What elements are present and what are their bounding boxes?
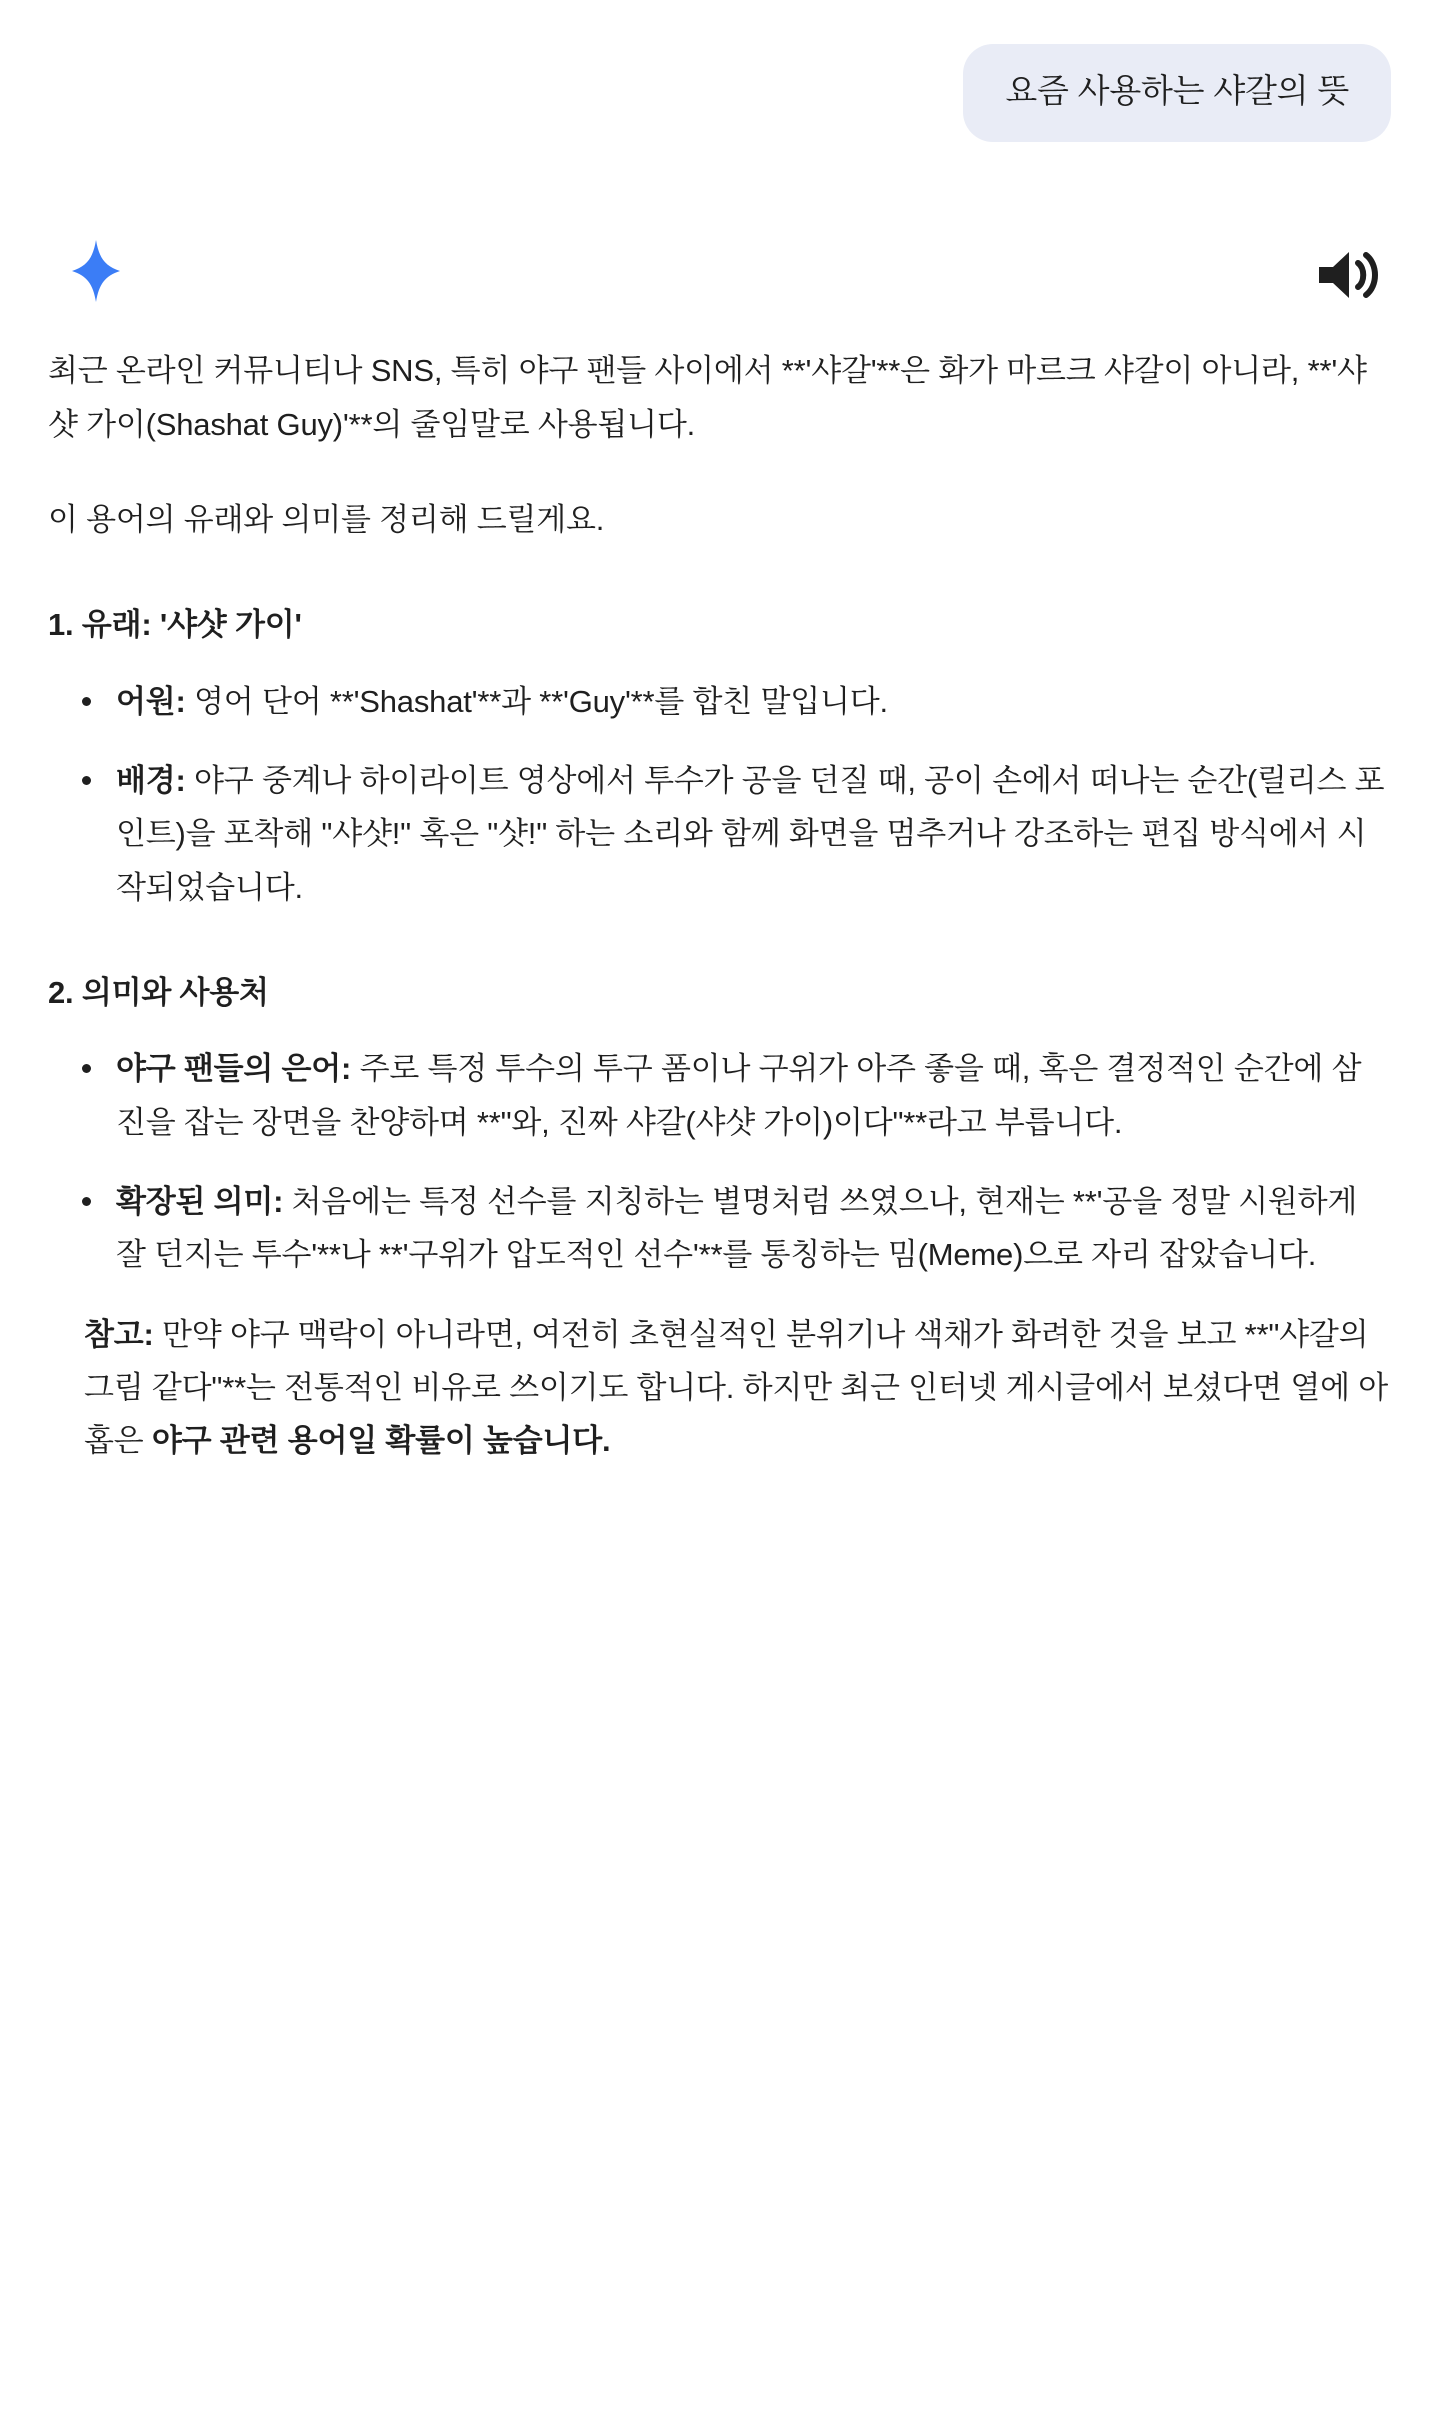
- list-item: [48, 1175, 1391, 1282]
- speaker-icon[interactable]: [1311, 240, 1381, 310]
- list-item-term: 배경:: [116, 762, 186, 798]
- sparkle-icon: [60, 238, 132, 310]
- answer-header: [48, 224, 1391, 344]
- section-1-list: [48, 675, 1391, 914]
- section-2-heading: 2. 의미와 사용처: [48, 974, 269, 1010]
- note-text: 만약 야구 맥락이 아니라면, 여전히 초현실적인 분위기나 색채가 화려한 것을 보고 **"샤갈의 그림 같다"**는 전통적인 비유로 쓰이기도 합니다. 하지만 최근 인터넷 게시글에서 보셨다면 열에 아홉은: [84, 1316, 1388, 1459]
- note-term: 참고:: [84, 1316, 154, 1352]
- list-item-term: 확장된 의미:: [116, 1184, 284, 1219]
- list-item-text: 영어 단어 **'Shashat'**과 **'Guy'**를 합친 말입니다.: [185, 683, 888, 719]
- list-item: [48, 1042, 1391, 1149]
- list-item-term: 야구 팬들의 은어:: [116, 1051, 352, 1087]
- list-item-term: 어원:: [116, 683, 186, 719]
- list-item-text: 처음에는 특정 선수를 지칭하는 별명처럼 쓰였으나, 현재는 **'공을 정말 시원하게 잘 던지는 투수'**나 **'구위가 압도적인 선수'**를 통칭하는 밈(Meme)으로 자리 잡았습니다.: [116, 1184, 1358, 1273]
- section-2-list: [48, 1042, 1391, 1281]
- answer-paragraph-intro: 최근 온라인 커뮤니티나 SNS, 특히 야구 팬들 사이에서 **'샤갈'**은 화가 마르크 샤갈이 아니라, **'샤샷 가이(Shashat Guy)'**의 줄임말로 사용됩니다.: [48, 353, 1367, 442]
- list-item: [48, 754, 1391, 914]
- user-message-row: [48, 0, 1391, 142]
- list-item-text: 야구 중계나 하이라이트 영상에서 투수가 공을 던질 때, 공이 손에서 떠나는 순간(릴리스 포인트)을 포착해 "샤샷!" 혹은 "샷!" 하는 소리와 함께 화면을 멈추거나 강조하는 편집 방식에서 시작되었습니다.: [116, 762, 1385, 905]
- user-message-bubble: 요즘 사용하는 샤갈의 뜻: [963, 44, 1391, 142]
- answer-note: [48, 1308, 1391, 1468]
- answer-paragraph-lead: 이 용어의 유래와 의미를 정리해 드릴게요.: [48, 501, 605, 537]
- assistant-answer: [48, 344, 1391, 1569]
- note-bold-tail: 야구 관련 용어일 확률이 높습니다.: [151, 1423, 611, 1459]
- section-1-heading: 1. 유래: '샤샷 가이': [48, 607, 302, 643]
- list-item: [48, 675, 1391, 728]
- list-item-text: 주로 특정 투수의 투구 폼이나 구위가 아주 좋을 때, 혹은 결정적인 순간에 삼진을 잡는 장면을 찬양하며 **"와, 진짜 샤갈(샤샷 가이)이다"**라고 부릅니다.: [116, 1051, 1362, 1140]
